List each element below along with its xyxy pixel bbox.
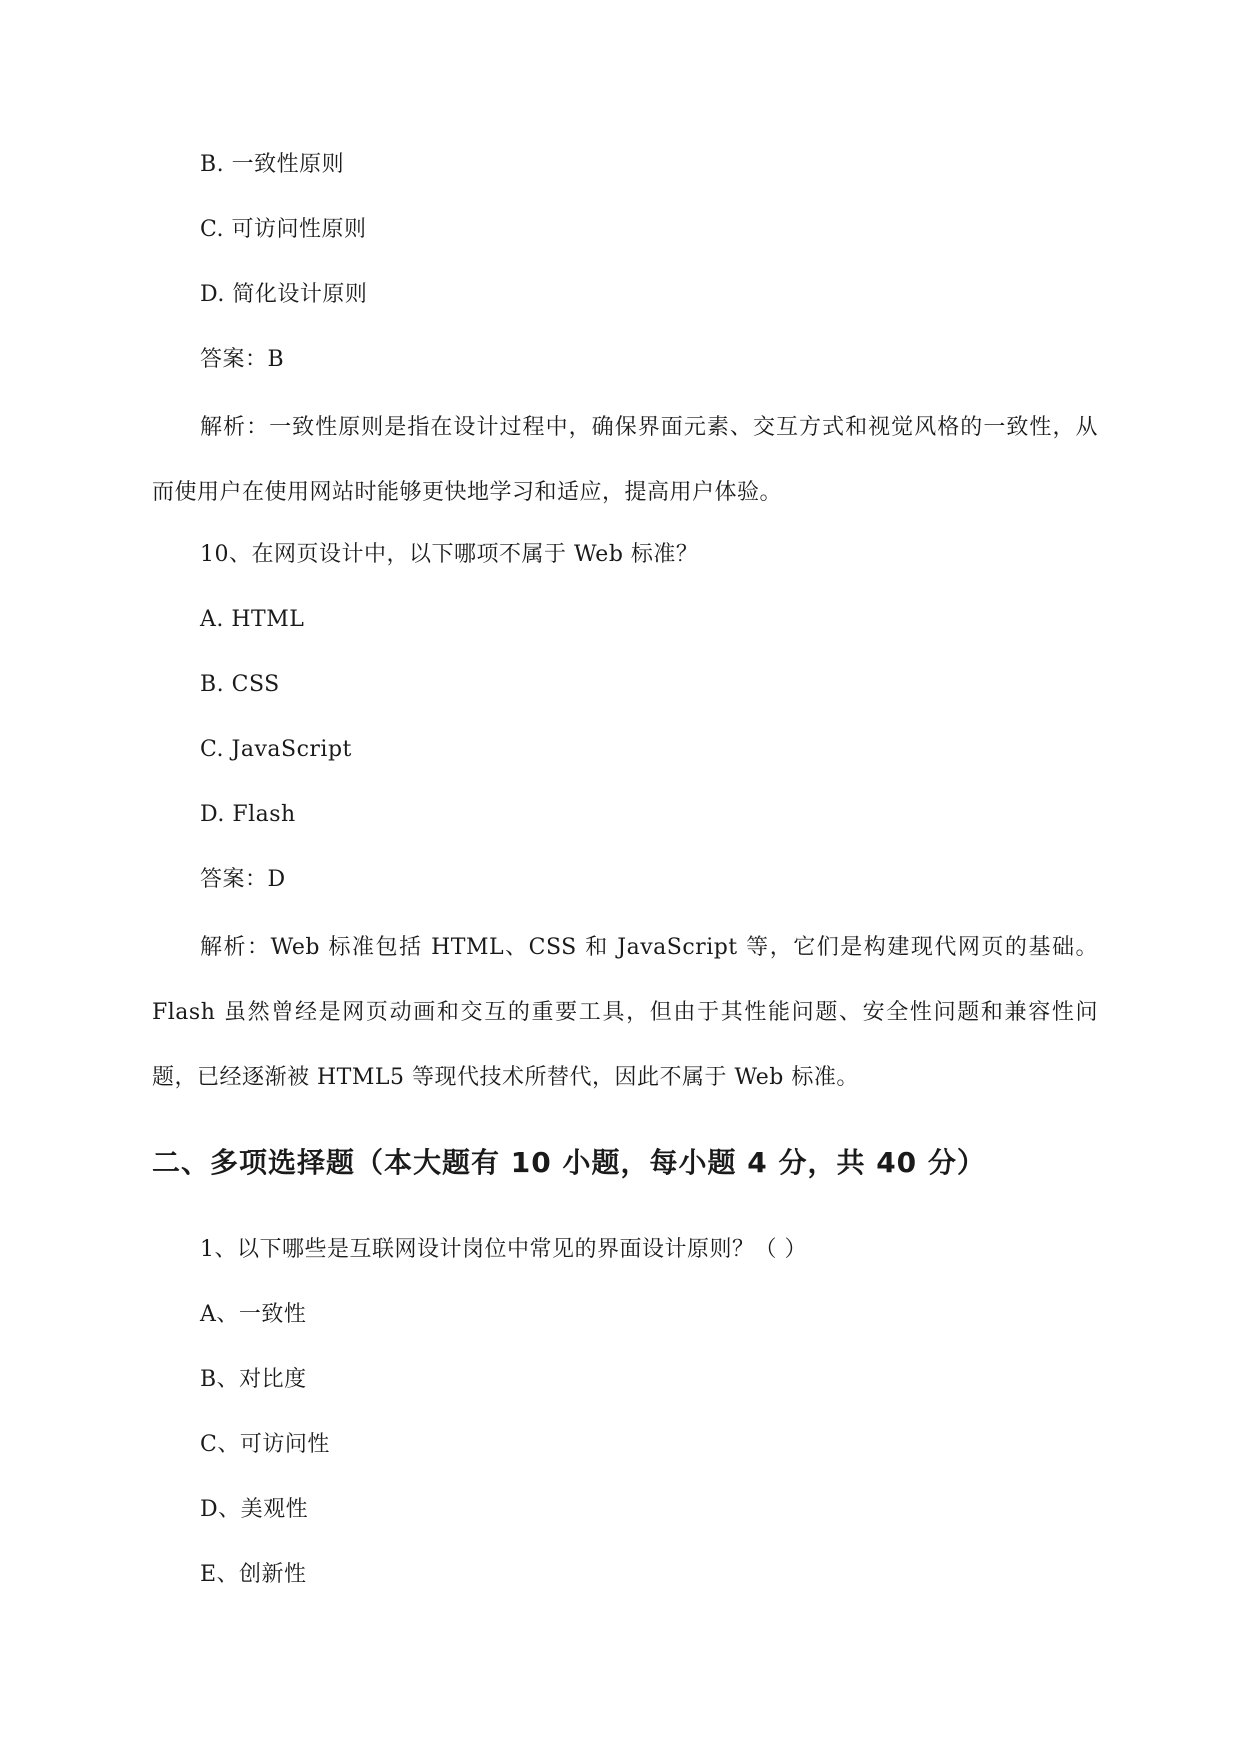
q10-explanation: 解析：Web 标准包括 HTML、CSS 和 JavaScript 等，它们是构建现代网页的基础。Flash 虽然曾经是网页动画和交互的重要工具，但由于其性能问题、安全性问题和兼容性问题，已经逐渐被 HTML5 等现代技术所替代，因此不属于 Web 标准。: [152, 935, 1098, 1090]
q9-option-d: D. 简化设计原则: [200, 282, 368, 307]
s2-q1-option-b: B、对比度: [200, 1367, 307, 1392]
q9-option-c: C. 可访问性原则: [200, 217, 367, 242]
s2-q1-option-c: C、可访问性: [200, 1432, 330, 1457]
q9-answer: 答案：B: [200, 347, 285, 372]
s2-q1-option-a: A、一致性: [200, 1302, 307, 1327]
q10-option-a: A. HTML: [200, 607, 305, 632]
q10-option-b: B. CSS: [200, 672, 280, 697]
s2-q1-option-e: E、创新性: [200, 1562, 307, 1587]
q10-question: 10、在网页设计中，以下哪项不属于 Web 标准？: [200, 542, 699, 567]
q9-option-b: B. 一致性原则: [200, 152, 345, 177]
q10-option-c: C. JavaScript: [200, 737, 352, 762]
q10-option-d: D. Flash: [200, 802, 296, 827]
section-heading-multiple-choice: 二、多项选择题（本大题有 10 小题，每小题 4 分，共 40 分）: [152, 1146, 986, 1179]
q9-explanation: 解析：一致性原则是指在设计过程中，确保界面元素、交互方式和视觉风格的一致性，从而使用户在使用网站时能够更快地学习和适应，提高用户体验。: [152, 415, 1098, 505]
q10-answer: 答案：D: [200, 867, 286, 892]
s2-q1-option-d: D、美观性: [200, 1497, 309, 1522]
s2-q1-question: 1、以下哪些是互联网设计岗位中常见的界面设计原则？（ ）: [200, 1237, 807, 1262]
